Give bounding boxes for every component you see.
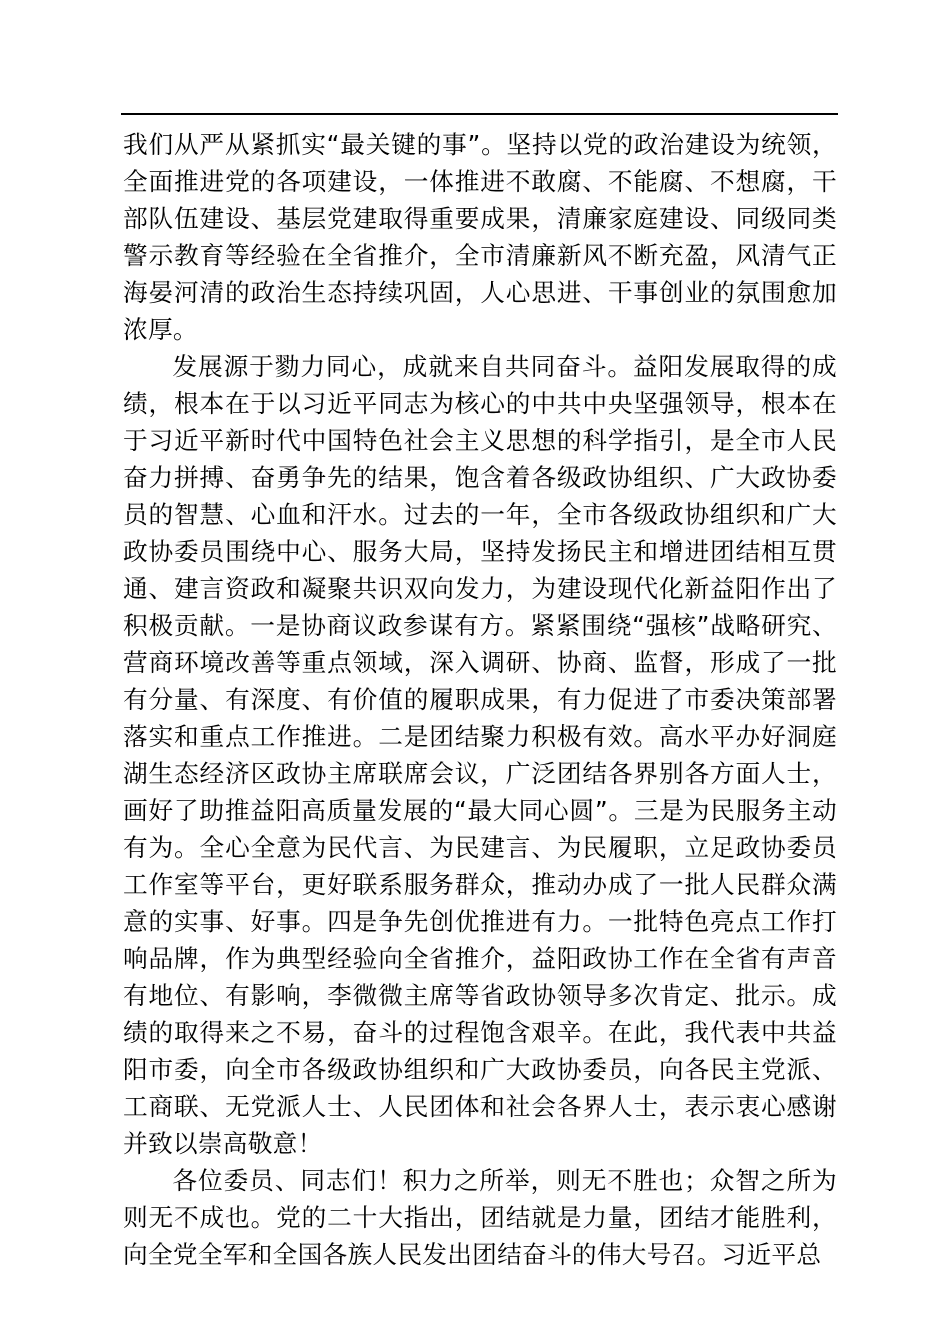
paragraph-unity: 各位委员、同志们！积力之所举，则无不胜也；众智之所为则无不成也。党的二十大指出，团结就是力量，团结才能胜利，向全党全军和全国各族人民发出团结奋斗的伟大号召。习近平总 [123, 1166, 837, 1269]
header-rule [121, 113, 838, 115]
paragraph-achievements: 发展源于勠力同心，成就来自共同奋斗。益阳发展取得的成绩，根本在于以习近平同志为核心的中共中央坚强领导，根本在于习近平新时代中国特色社会主义思想的科学指引，是全市人民奋力拼搏、奋勇争先的结果，饱含着各级政协组织、广大政协委员的智慧、心血和汗水。过去的一年，全市各级政协组织和广大政协委员围绕中心、服务大局，坚持发扬民主和增进团结相互贯通、建言资政和凝聚共识双向发力，为建设现代化新益阳作出了积极贡献。一是协商议政参谋有方。紧紧围绕“强核”战略研究、营商环境改善等重点领域，深入调研、协商、监督，形成了一批有分量、有深度、有价值的履职成果，有力促进了市委决策部署落实和重点工作推进。二是团结聚力积极有效。高水平办好洞庭湖生态经济区政协主席联席会议，广泛团结各界别各方面人士，画好了助推益阳高质量发展的“最大同心圆”。三是为民服务主动有为。全心全意为民代言、为民建言、为民履职，立足政协委员工作室等平台，更好联系服务群众，推动办成了一批人民群众满意的实事、好事。四是争先创优推进有力。一批特色亮点工作打响品牌，作为典型经验向全省推介，益阳政协工作在全省有声音有地位、有影响，李微微主席等省政协领导多次肯定、批示。成绩的取得来之不易，奋斗的过程饱含艰辛。在此，我代表中共益阳市委，向全市各级政协组织和广大政协委员，向各民主党派、工商联、无党派人士、人民团体和社会各界人士，表示衷心感谢并致以崇高敬意！ [123, 352, 837, 1158]
body-text [123, 126, 837, 1273]
paragraph-continuation: 我们从严从紧抓实“最关键的事”。坚持以党的政治建设为统领，全面推进党的各项建设，一体推进不敢腐、不能腐、不想腐，干部队伍建设、基层党建取得重要成果，清廉家庭建设、同级同类警示教育等经验在全省推介，全市清廉新风不断充盈，风清气正海晏河清的政治生态持续巩固，人心思进、干事创业的氛围愈加浓厚。 [123, 130, 837, 344]
